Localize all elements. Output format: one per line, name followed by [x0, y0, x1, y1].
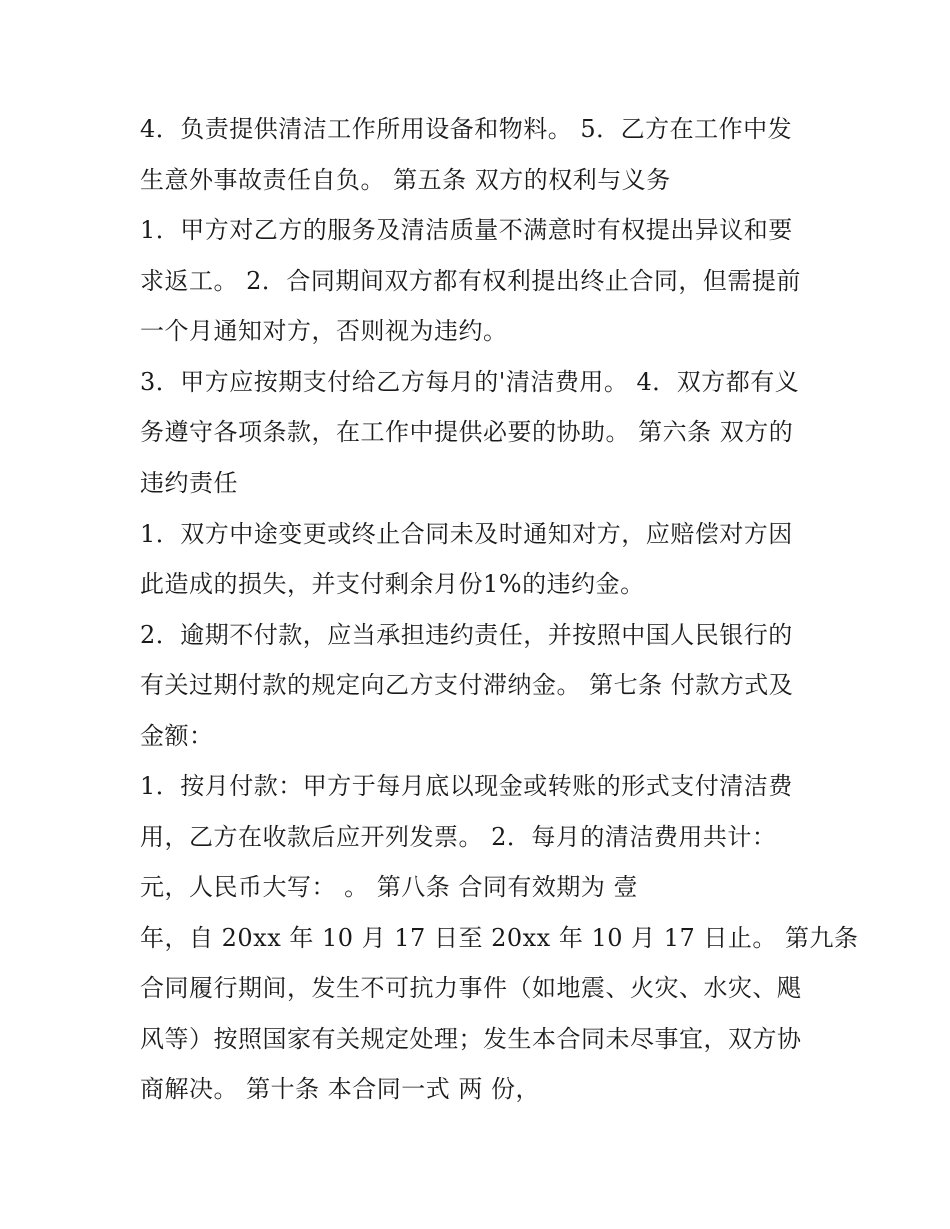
- text-line-9: 1．双方中途变更或终止合同未及时通知对方，应赔偿对方因: [140, 520, 793, 548]
- text-line-17: 年，自 20xx 年 10 月 17 日至 20xx 年 10 月 17 日止。 第九条: [140, 924, 859, 952]
- text-line-13: 金额：: [140, 722, 214, 750]
- text-line-19: 风等）按照国家有关规定处理；发生本合同未尽事宜，双方协: [140, 1025, 802, 1053]
- text-line-20: 商解决。 第十条 本合同一式 两 份，: [140, 1075, 541, 1103]
- text-line-15: 用，乙方在收款后应开列发票。 2．每月的清洁费用共计：: [140, 823, 777, 851]
- text-line-3: 1．甲方对乙方的服务及清洁质量不满意时有权提出异议和要: [140, 216, 793, 244]
- text-line-18: 合同履行期间，发生不可抗力事件（如地震、火灾、水灾、飓: [140, 974, 802, 1002]
- text-line-5: 一个月通知对方，否则视为违约。: [140, 317, 508, 345]
- text-line-2: 生意外事故责任自负。 第五条 双方的权利与义务: [140, 166, 671, 194]
- text-line-1: 4．负责提供清洁工作所用设备和物料。 5．乙方在工作中发: [140, 115, 793, 143]
- text-line-12: 有关过期付款的规定向乙方支付滞纳金。 第七条 付款方式及: [140, 671, 794, 699]
- text-line-7: 务遵守各项条款，在工作中提供必要的协助。 第六条 双方的: [140, 418, 794, 446]
- text-line-6: 3．甲方应按期支付给乙方每月的'清洁费用。 4．双方都有义: [140, 368, 800, 396]
- text-line-10: 此造成的损失，并支付剩余月份1%的违约金。: [140, 570, 645, 598]
- text-line-4: 求返工。 2．合同期间双方都有权利提出终止合同，但需提前: [140, 267, 801, 295]
- text-line-8: 违约责任: [140, 469, 238, 497]
- text-line-14: 1．按月付款：甲方于每月底以现金或转账的形式支付清洁费: [140, 772, 793, 800]
- text-line-11: 2．逾期不付款，应当承担违约责任，并按照中国人民银行的: [140, 621, 793, 649]
- text-line-16: 元，人民币大写： 。 第八条 合同有效期为 壹: [140, 873, 639, 901]
